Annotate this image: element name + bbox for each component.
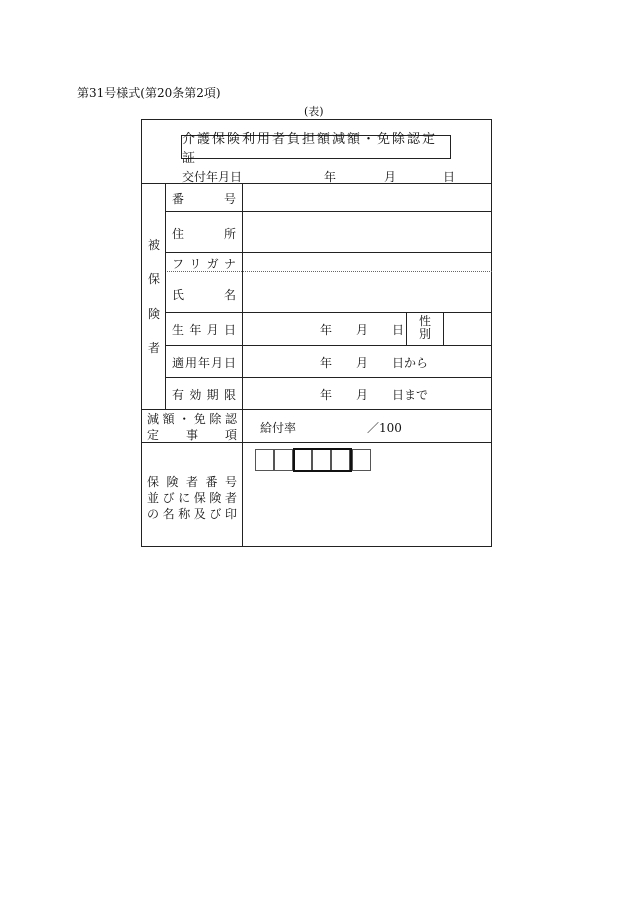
- label-char: 額: [162, 412, 175, 426]
- divider-sex-right: [443, 312, 444, 345]
- divider-birth: [165, 345, 492, 346]
- valid-day: 日まで: [392, 388, 429, 402]
- birth-year: 年: [320, 323, 333, 337]
- label-char: び: [162, 491, 175, 505]
- divider-insured-column: [165, 183, 166, 409]
- label-char: 項: [224, 428, 237, 442]
- label-char: ナ: [223, 257, 236, 271]
- label-char: 日: [223, 356, 236, 370]
- label-char: の: [147, 507, 160, 521]
- insurer-number-box: [274, 449, 293, 471]
- label-char: 月: [206, 323, 219, 337]
- divider-number: [165, 211, 492, 212]
- divider-applied: [165, 377, 492, 378]
- label-char: 除: [209, 412, 222, 426]
- label-char: 名: [162, 507, 175, 521]
- applied-year: 年: [320, 356, 333, 370]
- issue-date-day: 日: [443, 170, 456, 184]
- number-label: [172, 190, 236, 207]
- name-label: [172, 286, 236, 303]
- form-number: 第31号様式(第20条第2項): [77, 86, 221, 100]
- reduction-item-label-line1: [147, 410, 237, 427]
- label-char: 用: [184, 356, 197, 370]
- insurer-label-line3: [147, 505, 237, 522]
- insurer-number-box: [352, 449, 371, 471]
- certificate-title: 介護保険利用者負担額減額・免除認定証: [181, 135, 451, 159]
- label-char: 保: [147, 475, 160, 489]
- label-char: 及: [193, 507, 206, 521]
- label-char: に: [178, 491, 191, 505]
- label-char: 減: [147, 412, 160, 426]
- birth-date-label: [172, 321, 236, 338]
- label-char: 性: [418, 314, 431, 328]
- insured-char: 者: [147, 340, 160, 355]
- divider-address: [165, 252, 492, 253]
- label-char: 者: [224, 491, 237, 505]
- label-char: 名: [223, 288, 236, 302]
- label-char: 事: [185, 428, 198, 442]
- birth-day: 日: [392, 323, 405, 337]
- label-char: 限: [223, 388, 236, 402]
- sex-label: [407, 315, 443, 341]
- birth-month: 月: [356, 323, 369, 337]
- label-char: 適: [172, 356, 185, 370]
- label-char: フ: [172, 257, 185, 271]
- label-char: リ: [189, 257, 202, 271]
- label-char: 別: [418, 327, 431, 341]
- valid-until-label: [172, 386, 236, 403]
- label-char: 所: [223, 227, 236, 241]
- label-char: 住: [172, 227, 185, 241]
- label-char: ・: [178, 412, 191, 426]
- label-char: 生: [172, 323, 185, 337]
- reduction-item-label-line2: [147, 426, 237, 443]
- insured-person-header: [143, 236, 165, 356]
- issue-date-year: 年: [324, 170, 337, 184]
- label-char: 称: [178, 507, 191, 521]
- insurer-label-line1: [147, 473, 237, 490]
- label-char: 効: [189, 388, 202, 402]
- label-char: 険: [166, 475, 179, 489]
- label-char: び: [209, 507, 222, 521]
- label-char: 定: [147, 428, 160, 442]
- benefit-rate-value: ／100: [367, 421, 402, 435]
- issue-date-label: 交付年月日: [182, 170, 243, 184]
- label-char: 有: [172, 388, 185, 402]
- label-char: 免: [193, 412, 206, 426]
- label-char: 並: [147, 491, 160, 505]
- valid-year: 年: [320, 388, 333, 402]
- label-char: 番: [172, 192, 185, 206]
- label-char: 印: [224, 507, 237, 521]
- label-char: 険: [209, 491, 222, 505]
- address-label: [172, 225, 236, 242]
- applied-date-label: [172, 354, 236, 371]
- label-char: 号: [223, 192, 236, 206]
- label-char: 番: [205, 475, 218, 489]
- label-char: ガ: [206, 257, 219, 271]
- insurer-label-line2: [147, 489, 237, 506]
- label-char: 号: [224, 475, 237, 489]
- furigana-label: [172, 255, 236, 272]
- insured-char: 険: [147, 306, 160, 321]
- label-char: 年: [189, 323, 202, 337]
- insured-char: 保: [147, 272, 160, 287]
- label-char: 認: [224, 412, 237, 426]
- label-char: 月: [210, 356, 223, 370]
- label-char: 氏: [172, 288, 185, 302]
- side-label: (表): [304, 105, 324, 118]
- applied-day: 日から: [392, 356, 429, 370]
- benefit-rate-label: 給付率: [260, 421, 297, 435]
- label-char: 期: [206, 388, 219, 402]
- insurer-number-highlight: [293, 448, 352, 472]
- issue-date-month: 月: [384, 170, 397, 184]
- insured-char: 被: [147, 238, 160, 252]
- label-char: 保: [193, 491, 206, 505]
- valid-month: 月: [356, 388, 369, 402]
- insurer-number-box: [255, 449, 274, 471]
- label-char: 日: [223, 323, 236, 337]
- label-char: 者: [185, 475, 198, 489]
- divider-label-column: [242, 183, 243, 547]
- label-char: 年: [197, 356, 210, 370]
- applied-month: 月: [356, 356, 369, 370]
